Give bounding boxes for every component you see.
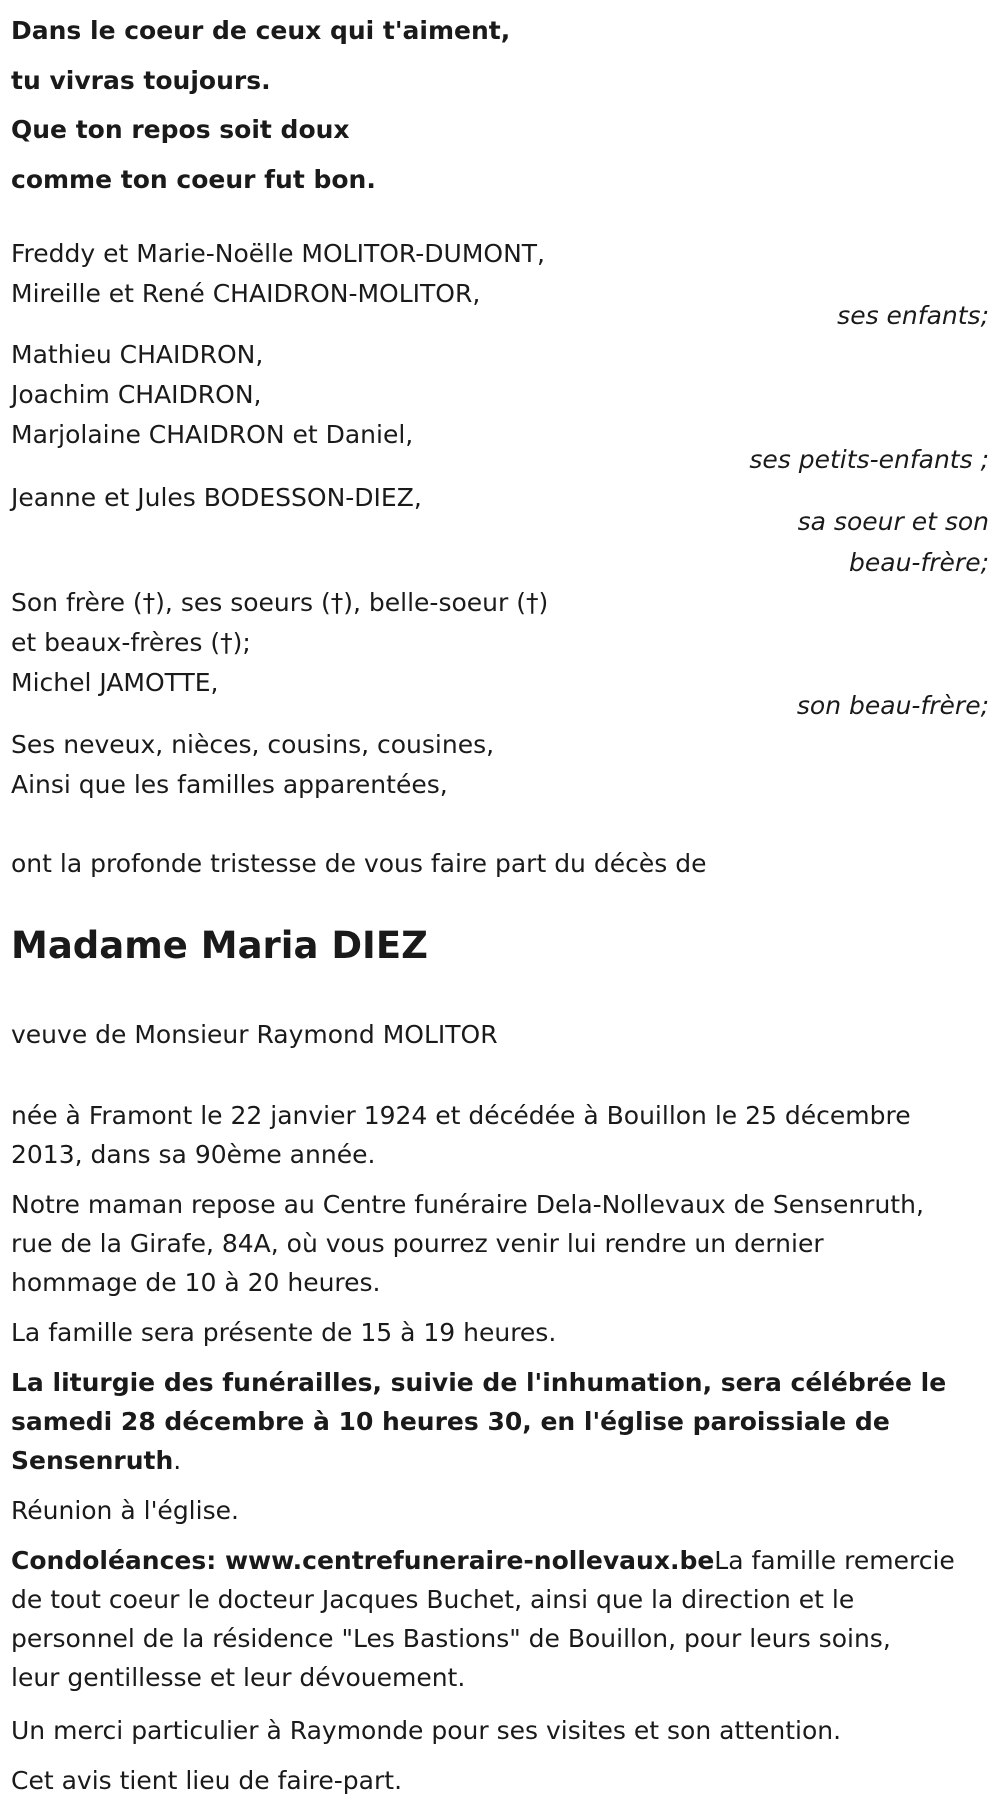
text-line: Notre maman repose au Centre funéraire Dela-Nollevaux de Sensenruth,	[11, 1190, 924, 1219]
deceased-name: Madame Maria DIEZ	[11, 924, 428, 967]
family-role: ses enfants;	[837, 301, 989, 330]
family-name-line: Ses neveux, nièces, cousins, cousines,	[11, 730, 495, 759]
text-line: samedi 28 décembre à 10 heures 30, en l'église paroissiale de	[11, 1407, 890, 1436]
condolences-link: Condoléances: www.centrefuneraire-nollevaux.be	[11, 1546, 715, 1575]
reunion: Réunion à l'église.	[11, 1496, 239, 1525]
family-name-line: Son frère (†), ses soeurs (†), belle-soeur (†)	[11, 588, 549, 617]
text-line: née à Framont le 22 janvier 1924 et décédée à Bouillon le 25 décembre	[11, 1101, 911, 1130]
family-name-line: Ainsi que les familles apparentées,	[11, 770, 448, 799]
family-role: sa soeur et son	[797, 507, 989, 536]
family-role: beau-frère;	[849, 548, 989, 577]
family-name-line: Mireille et René CHAIDRON-MOLITOR,	[11, 279, 481, 308]
text-line: rue de la Girafe, 84A, où vous pourrez venir lui rendre un dernier	[11, 1229, 824, 1258]
family-name-line: Joachim CHAIDRON,	[11, 380, 262, 409]
family-name-line: Freddy et Marie-Noëlle MOLITOR-DUMONT,	[11, 239, 545, 268]
poem-line: Dans le coeur de ceux qui t'aiment,	[11, 16, 511, 45]
poem-line: comme ton coeur fut bon.	[11, 164, 376, 194]
condolences-thanks	[11, 1541, 991, 1697]
text-line: personnel de la résidence "Les Bastions" de Bouillon, pour leurs soins,	[11, 1624, 891, 1653]
poem	[11, 6, 911, 204]
family-name-line: Jeanne et Jules BODESSON-DIEZ,	[11, 483, 422, 512]
text-line: hommage de 10 à 20 heures.	[11, 1268, 381, 1297]
notice: Cet avis tient lieu de faire-part.	[11, 1766, 403, 1795]
birth-death	[11, 1096, 991, 1174]
text-line: de tout coeur le docteur Jacques Buchet, ainsi que la direction et le	[11, 1585, 855, 1614]
liturgy	[11, 1363, 991, 1480]
family-role: son beau-frère;	[796, 691, 989, 720]
text-line: La famille remercie	[714, 1546, 955, 1575]
family-name-line: Marjolaine CHAIDRON et Daniel,	[11, 420, 414, 449]
family-name-line: et beaux-frères (†);	[11, 628, 251, 657]
poem-line: Que ton repos soit doux	[11, 115, 350, 144]
text-line: Sensenruth	[11, 1446, 174, 1475]
text-line: La liturgie des funérailles, suivie de l'inhumation, sera célébrée le	[11, 1368, 947, 1397]
rest-place	[11, 1185, 991, 1302]
family-presence: La famille sera présente de 15 à 19 heures.	[11, 1318, 557, 1347]
announcement: ont la profonde tristesse de vous faire part du décès de	[11, 849, 707, 878]
family-name-line: Mathieu CHAIDRON,	[11, 340, 264, 369]
special-thanks: Un merci particulier à Raymonde pour ses visites et son attention.	[11, 1716, 842, 1745]
text-line: 2013, dans sa 90ème année.	[11, 1140, 376, 1169]
text-line: leur gentillesse et leur dévouement.	[11, 1663, 466, 1692]
poem-line: tu vivras toujours.	[11, 65, 271, 95]
family-name-line: Michel JAMOTTE,	[11, 668, 219, 697]
widow-of: veuve de Monsieur Raymond MOLITOR	[11, 1020, 498, 1049]
family-role: ses petits-enfants ;	[749, 445, 989, 474]
liturgy-end: .	[173, 1446, 182, 1475]
